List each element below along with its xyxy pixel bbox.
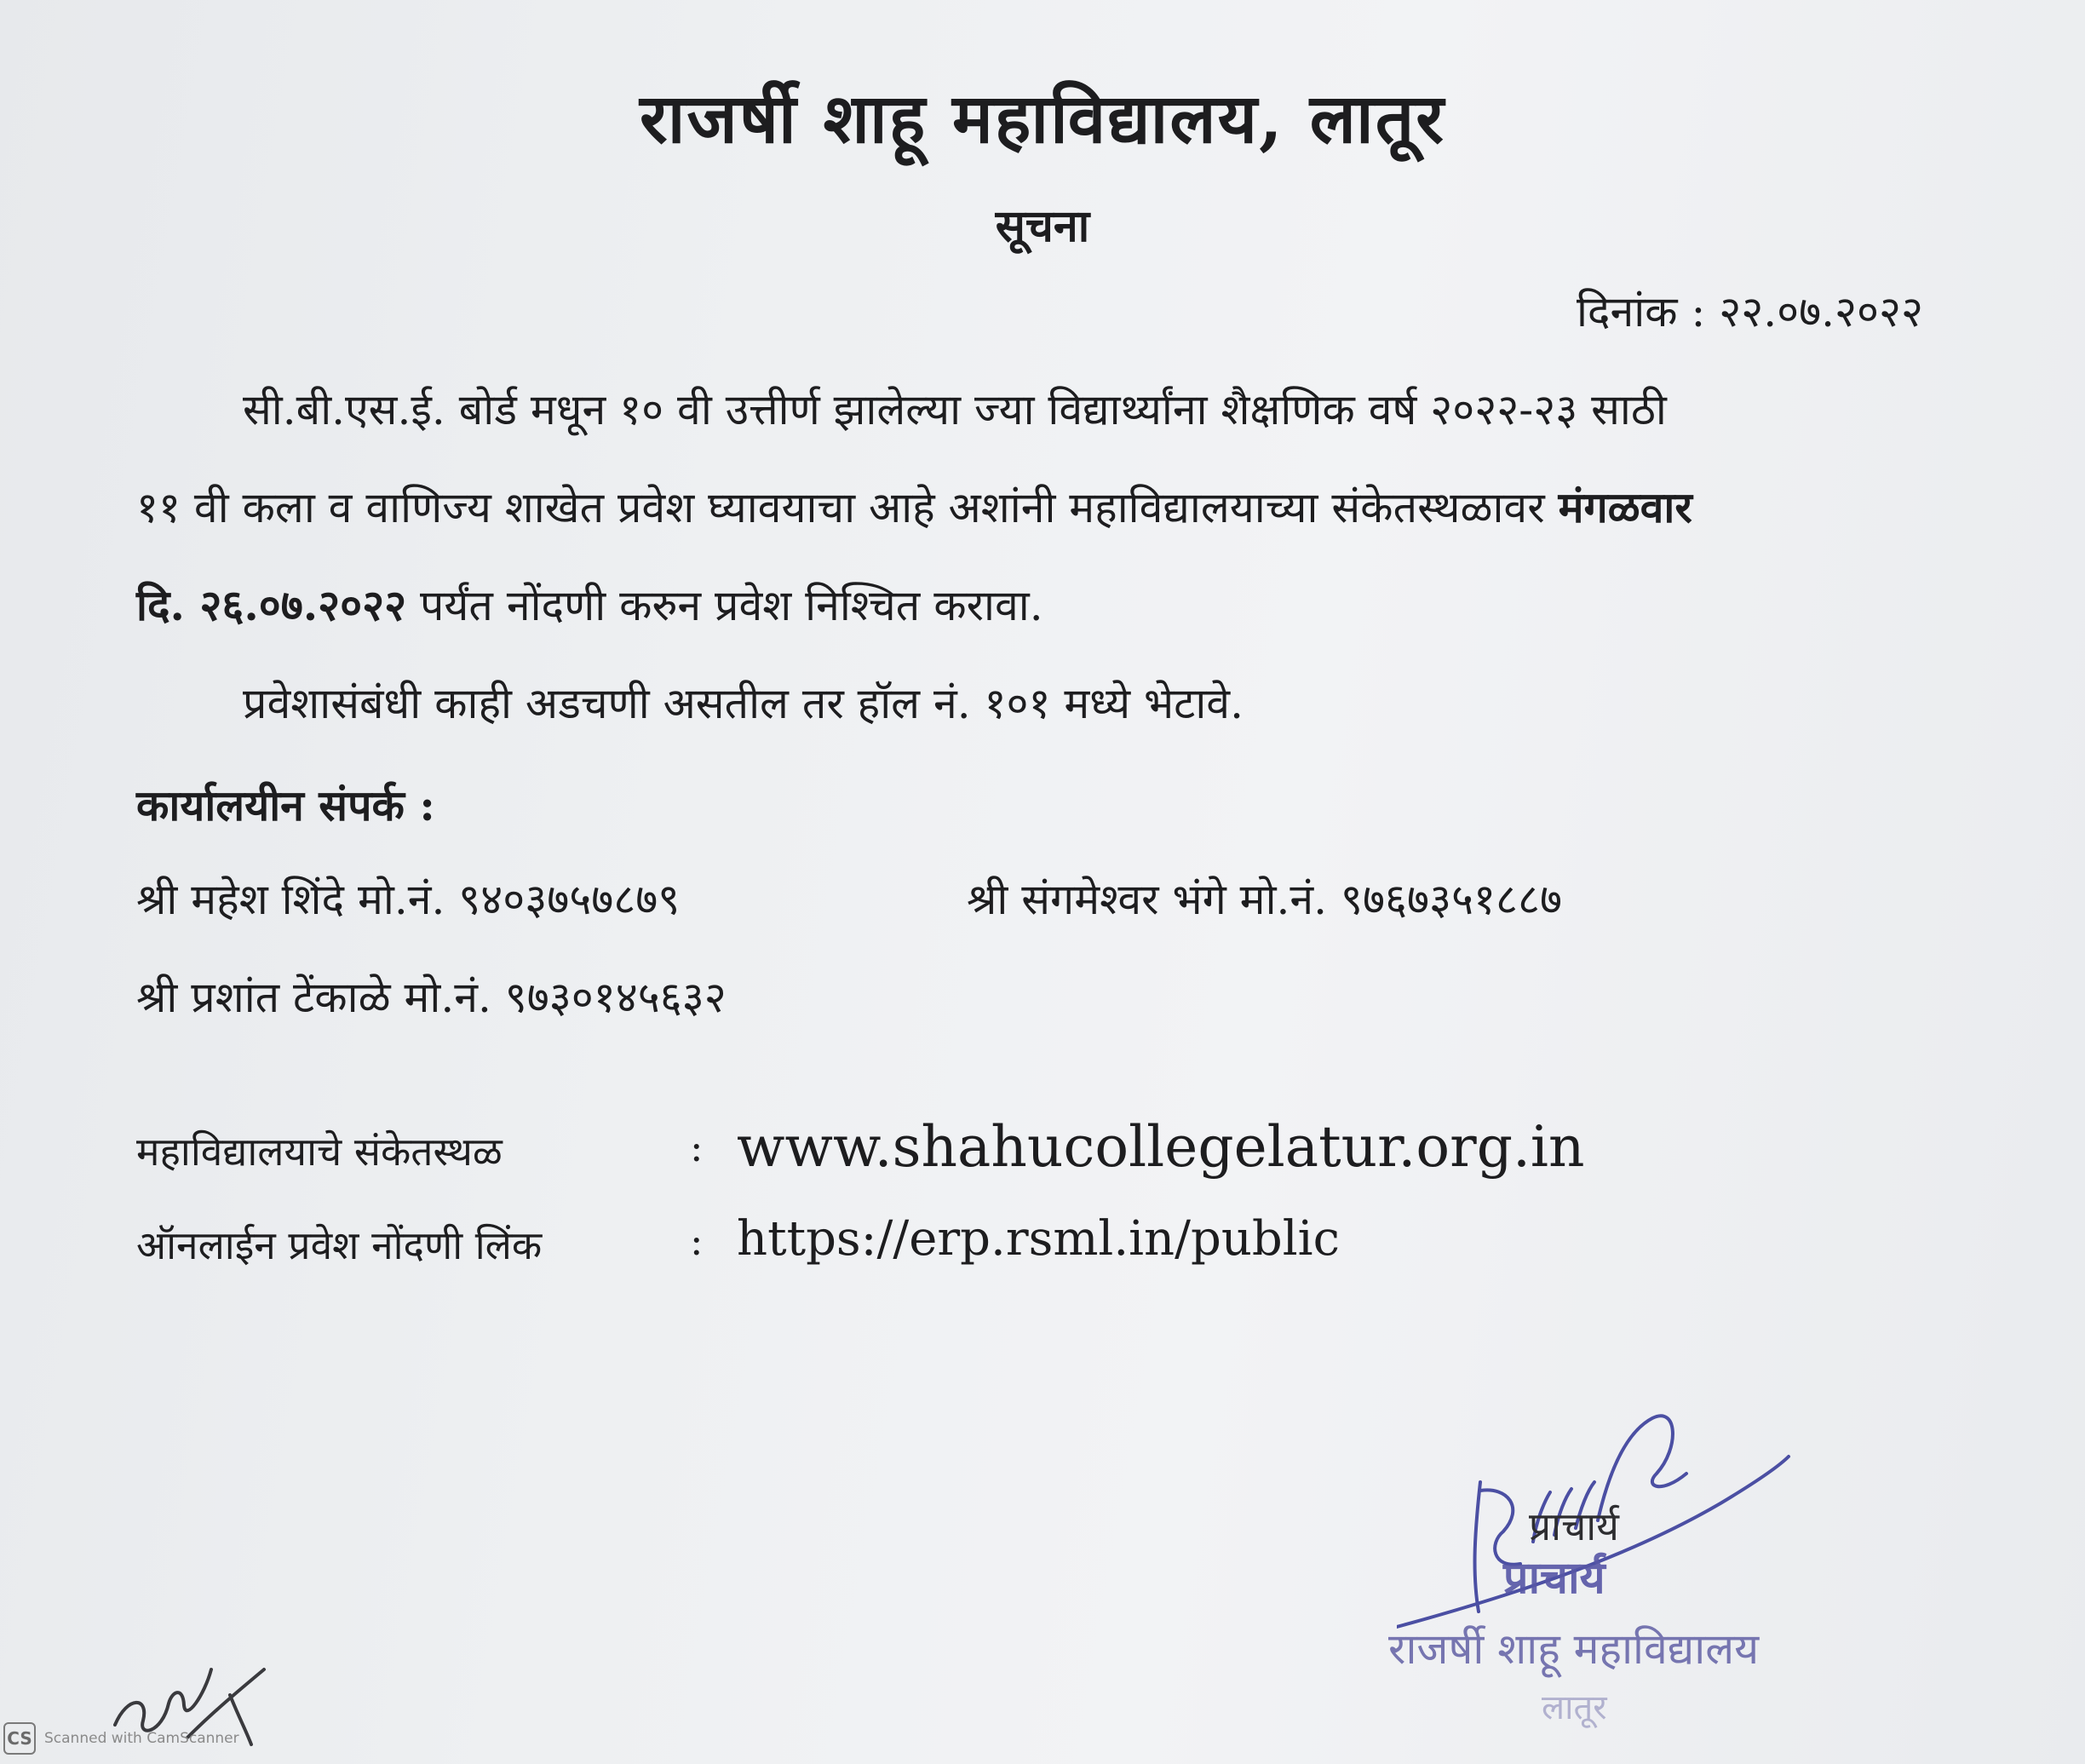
contact-item: श्री प्रशांत टेंकाळे मो.नं. ९७३०१४५६३२ [136, 973, 727, 1022]
body-line-3 [136, 575, 1043, 633]
deadline-date: दि. २६.०७.२०२२ [136, 580, 407, 630]
registration-colon: : [690, 1218, 704, 1264]
body-line-4: प्रवेशासंबंधी काही अडचणी असतील तर हॉल नं. १०१ मध्ये भेटावे. [243, 679, 1244, 728]
stamp-name: राजर्षी शाहू महाविद्यालय [1388, 1624, 1760, 1674]
principal-label: प्राचार्य [1529, 1503, 1619, 1549]
body-line-2-text: ११ वी कला व वाणिज्य शाखेत प्रवेश घ्यावयाचा आहे अशांनी महाविद्यालयाच्या संकेतस्थळावर [136, 483, 1559, 532]
body-line-1: सी.बी.एस.ई. बोर्ड मधून १० वी उत्तीर्ण झालेल्या ज्या विद्यार्थ्यांना शैक्षणिक वर्ष २०२२-२३ साठी [243, 385, 1667, 434]
registration-label: ऑनलाईन प्रवेश नोंदणी लिंक [136, 1222, 543, 1268]
website-url: www.shahucollegelatur.org.in [737, 1114, 1585, 1180]
body-line-2 [136, 477, 1692, 535]
contacts-heading: कार्यालयीन संपर्क : [136, 780, 435, 830]
body-line-3-text: पर्यंत नोंदणी करुन प्रवेश निश्चित करावा. [406, 581, 1043, 630]
notice-subject: सूचना [995, 200, 1090, 252]
stamp-title: प्राचार्य [1503, 1552, 1605, 1604]
camscanner-logo-icon: CS [3, 1722, 36, 1755]
notice-title: राजर्षी शाहू महाविद्यालय, लातूर [639, 78, 1446, 158]
stamp-city: लातूर [1542, 1688, 1607, 1727]
notice-date: दिनांक : २२.०७.२०२२ [1576, 287, 1923, 336]
contact-item: श्री महेश शिंदे मो.नं. ९४०३७५७८७९ [136, 875, 681, 924]
contact-item: श्री संगमेश्वर भंगे मो.नं. ९७६७३५१८८७ [967, 875, 1562, 924]
camscanner-text: Scanned with CamScanner [44, 1730, 239, 1747]
website-label: महाविद्यालयाचे संकेतस्थळ [136, 1129, 503, 1175]
deadline-day: मंगळवार [1558, 482, 1692, 532]
website-colon: : [690, 1124, 704, 1170]
registration-url: https://erp.rsml.in/public [737, 1211, 1340, 1267]
camscanner-watermark [3, 1722, 239, 1755]
